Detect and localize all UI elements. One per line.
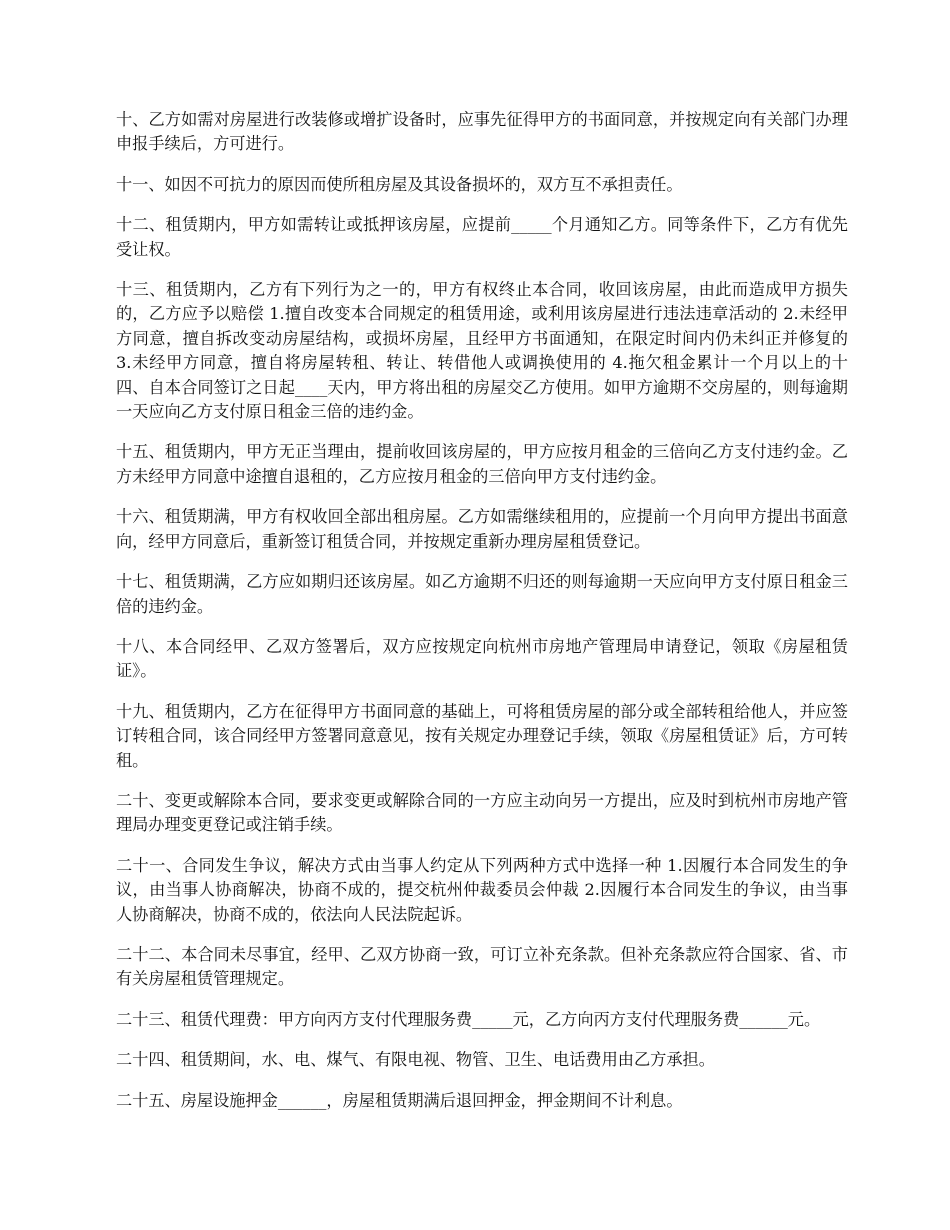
clause-24: 二十四、租赁期间，水、电、煤气、有限电视、物管、卫生、电话费用由乙方承担。 bbox=[116, 1050, 715, 1070]
clause-18: 十八、本合同经甲、乙双方签署后，双方应按规定向杭州市房地产管理局申请登记，领取《房屋租赁证》。 bbox=[116, 636, 848, 681]
clause-12: 十二、租赁期内，甲方如需转让或抵押该房屋，应提前_____个月通知乙方。同等条件下，乙方有优先受让权。 bbox=[116, 215, 848, 259]
clause-10: 十、乙方如需对房屋进行改装修或增扩设备时，应事先征得甲方的书面同意，并按规定向有关部门办理申报手续后，方可进行。 bbox=[116, 110, 848, 154]
clause-19: 十九、租赁期内，乙方在征得甲方书面同意的基础上，可将租赁房屋的部分或全部转租给他人，并应签订转租合同，该合同经甲方签署同意意见，按有关规定办理登记手续，领取《房屋租赁证》后，方可转租。 bbox=[116, 701, 848, 770]
clause-13-14: 十三、租赁期内，乙方有下列行为之一的，甲方有权终止本合同，收回该房屋，由此而造成甲方损失的，乙方应予以赔偿 1.擅自改变本合同规定的租赁用途，或利用该房屋进行违法违章活动的 2.未经甲方同意，擅自拆改变动房屋结构，或损坏房屋，且经甲方书面通知，在限定时间内仍未纠正并修复的 3.未经甲方同意，擅自将房屋转租、转让、转借他人或调换使用的 4.拖欠租金累计一个月以上的十四、自本合同签订之日起____天内，甲方将出租的房屋交乙方使用。如甲方逾期不交房屋的，则每逾期一天应向乙方支付原日租金三倍的违约金。 bbox=[116, 280, 848, 422]
clause-22: 二十二、本合同未尽事宜，经甲、乙双方协商一致，可订立补充条款。但补充条款应符合国家、省、市有关房屋租赁管理规定。 bbox=[116, 944, 848, 989]
clause-17: 十七、租赁期满，乙方应如期归还该房屋。如乙方逾期不归还的则每逾期一天应向甲方支付原日租金三倍的违约金。 bbox=[116, 572, 848, 616]
clause-11: 十一、如因不可抗力的原因而使所租房屋及其设备损坏的，双方互不承担责任。 bbox=[116, 174, 683, 194]
clause-15: 十五、租赁期内，甲方无正当理由，提前收回该房屋的，甲方应按月租金的三倍向乙方支付违约金。乙方未经甲方同意中途擅自退租的，乙方应按月租金的三倍向甲方支付违约金。 bbox=[116, 442, 848, 486]
clause-25: 二十五、房屋设施押金______，房屋租赁期满后退回押金，押金期间不计利息。 bbox=[116, 1090, 683, 1110]
clause-21: 二十一、合同发生争议，解决方式由当事人约定从下列两种方式中选择一种 1.因履行本合同发生的争议，由当事人协商解决，协商不成的，提交杭州仲裁委员会仲裁 2.因履行本合同发生的争议，由当事人协商解决，协商不成的，依法向人民法院起诉。 bbox=[116, 855, 848, 924]
document-body bbox=[116, 108, 848, 1129]
clause-16: 十六、租赁期满，甲方有权收回全部出租房屋。乙方如需继续租用的，应提前一个月向甲方提出书面意向，经甲方同意后，重新签订租赁合同，并按规定重新办理房屋租赁登记。 bbox=[116, 507, 848, 551]
clause-20: 二十、变更或解除本合同，要求变更或解除合同的一方应主动向另一方提出，应及时到杭州市房地产管理局办理变更登记或注销手续。 bbox=[116, 790, 848, 835]
clause-23: 二十三、租赁代理费：甲方向丙方支付代理服务费_____元，乙方向丙方支付代理服务费______元。 bbox=[116, 1009, 821, 1029]
